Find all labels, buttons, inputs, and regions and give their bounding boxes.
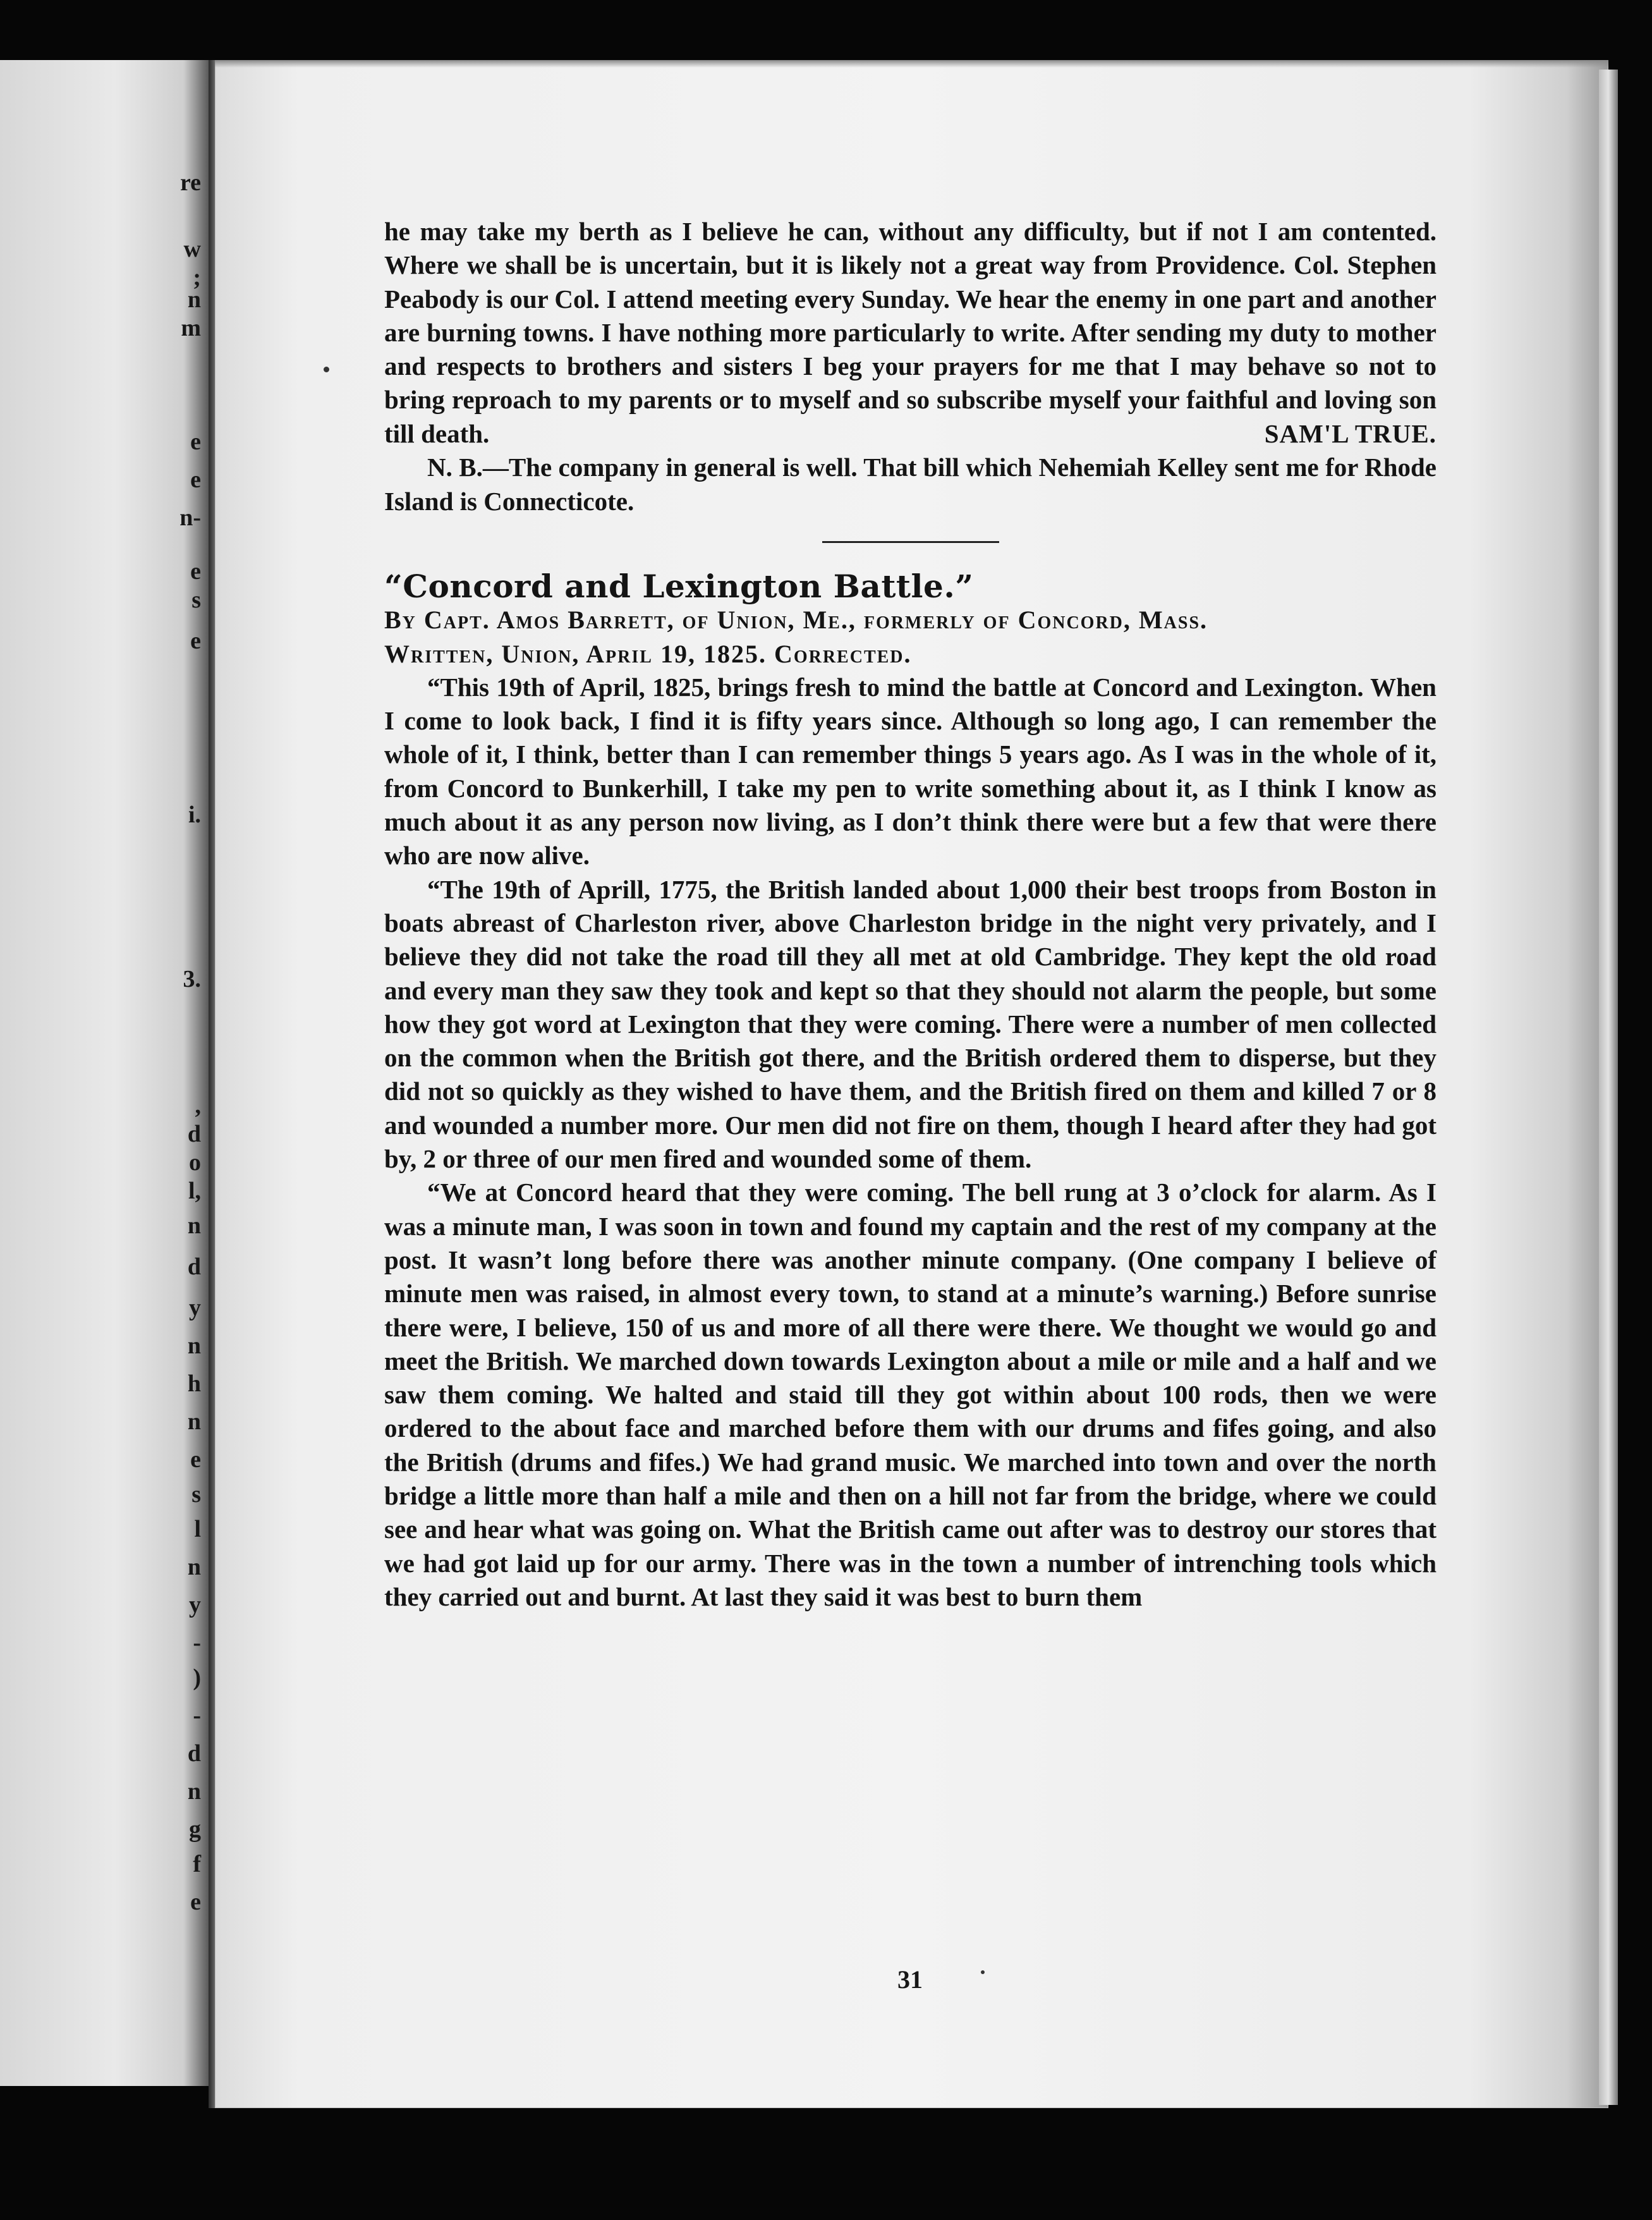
facing-page-fragment: d bbox=[187, 1121, 201, 1147]
article-paragraph: “This 19th of April, 1825, brings fresh to mind the battle at Concord and Lexington. When I come to look back, I find it is fifty years since. Although so long ago, I can remember the whole of it, I think, better than I can remember things 5 years ago. As I was in the whole of it, from Concord to Bunkerhill, I take my pen to write something about it, as I think I know as much about it as any person now living, as I don’t think there were but a few that were there who are now alive. bbox=[384, 672, 1436, 870]
facing-page-fragment: n bbox=[187, 1554, 201, 1580]
letter-signature-line bbox=[384, 417, 1436, 451]
letter-paragraph: he may take my berth as I believe he can, without any difficulty, but if not I am contented. Where we shall be is uncertain, but it is likely not a great way from Providence. Col. Stephen Peabody is our Col. I attend meeting every Sunday. We hear the enemy in one part and another are burning towns. I have nothing more particularly to write. After sending my duty to mother and respects to brothers and sisters I beg your prayers for me that I may behave so not to bring reproach to my parents or to myself and so subscribe myself your faithful and loving son till death. bbox=[384, 217, 1436, 448]
facing-page-fragment: ) bbox=[193, 1664, 201, 1691]
facing-page-fragment: m bbox=[181, 315, 201, 341]
section-divider bbox=[822, 541, 999, 543]
scan-speck bbox=[981, 1970, 985, 1974]
facing-page-fragment: e bbox=[190, 467, 201, 493]
facing-page-fragment: re bbox=[179, 169, 201, 196]
article-dateline: Written, Union, April 19, 1825. Corrected. bbox=[384, 639, 912, 668]
article-title: “Concord and Lexington Battle.” bbox=[384, 567, 974, 605]
facing-page-fragment: f bbox=[193, 1851, 201, 1877]
facing-page-fragment: n bbox=[187, 1333, 201, 1359]
page-number: 31 bbox=[897, 1965, 923, 1994]
page-top-shadow bbox=[215, 60, 1608, 68]
left-facing-page-edge bbox=[0, 60, 209, 2086]
facing-page-fragment: o bbox=[189, 1149, 201, 1176]
letter-postscript: N. B.—The company in general is well. That bill which Nehemiah Kelley sent me for Rhode Island is Connecticote. bbox=[384, 453, 1436, 516]
facing-page-fragment: e bbox=[190, 1446, 201, 1473]
facing-page-fragment: n- bbox=[179, 504, 201, 531]
facing-page-fragment: 3. bbox=[183, 966, 201, 992]
article-byline: By Capt. Amos Barrett, of Union, Me., formerly of Concord, Mass. bbox=[384, 606, 1208, 635]
facing-page-fragment: s bbox=[191, 587, 201, 613]
facing-page-fragment: h bbox=[187, 1370, 201, 1397]
facing-page-fragment: d bbox=[187, 1740, 201, 1767]
facing-page-fragment: e bbox=[190, 429, 201, 455]
facing-page-fragment: g bbox=[189, 1816, 201, 1843]
page-text-block bbox=[384, 215, 1436, 1614]
facing-page-fragment: i. bbox=[188, 802, 201, 828]
facing-page-fragment: l bbox=[194, 1516, 201, 1542]
facing-page-fragment: - bbox=[193, 1702, 201, 1729]
facing-page-fragment: y bbox=[189, 1592, 201, 1618]
facing-page-fragment: n bbox=[187, 1778, 201, 1805]
page-right-edge bbox=[1599, 70, 1618, 2105]
facing-page-fragment: s bbox=[191, 1481, 201, 1508]
article-paragraph: “The 19th of Aprill, 1775, the British landed about 1,000 their best troops from Boston in boats abreast of Charleston river, above Charleston bridge in the night very privately, and I believe they did not take the road till they all met at old Cambridge. They kept the old road and every man they saw they took and kept so that they should not alarm the people, but some how they got word at Lexington that they were coming. There were a number of men collected on the common when the British got there, and the British ordered them to disperse, but they did not so quickly as they wished to have them, and the British fired on them and killed 7 or 8 and wounded a number more. Our men did not fire on them, though I heard after they had got by, 2 or three of our men fired and wounded some of them. bbox=[384, 874, 1436, 1174]
facing-page-fragment: e bbox=[190, 628, 201, 654]
facing-page-fragment: n bbox=[187, 1212, 201, 1239]
facing-page-fragment: - bbox=[193, 1630, 201, 1656]
facing-page-fragment: e bbox=[190, 1889, 201, 1915]
facing-page-fragment: l, bbox=[188, 1178, 201, 1204]
facing-page-fragment: w bbox=[183, 236, 201, 262]
letter-signature: SAM'L TRUE. bbox=[1264, 419, 1436, 449]
article-paragraph: “We at Concord heard that they were coming. The bell rung at 3 o’clock for alarm. As I was a minute man, I was soon in town and found my captain and the rest of my company at the post. It wasn’t long before there was another minute company. (One company I believe of minute men was raised, in almost every town, to stand at a minute’s warning.) Before sunrise there were, I believe, 150 of us and more of all there were there. We thought we would go and meet the British. We marched down towards Lexington about a mile or mile and a half and we saw them coming. We halted and staid till they got within about 100 rods, then we were ordered to the about face and marched before them with our drums and fifes going, and also the British (drums and fifes.) We had grand music. We marched into town and over the north bridge a little more than half a mile and then on a hill not far from the bridge, where we could see and hear what was going on. What the British came out after was to destroy our stores that we had got laid up for our army. There was in the town a number of intrenching tools which they carried out and burnt. At last they said it was best to burn them bbox=[384, 1178, 1436, 1611]
facing-page-fragment: e bbox=[190, 558, 201, 585]
facing-page-fragment: , bbox=[195, 1092, 201, 1119]
facing-page-fragment: ; bbox=[193, 264, 201, 291]
scan-speck bbox=[324, 367, 329, 372]
facing-page-fragment: d bbox=[187, 1253, 201, 1280]
facing-page-fragment: n bbox=[187, 286, 201, 313]
facing-page-fragment: y bbox=[189, 1295, 201, 1321]
facing-page-fragment: n bbox=[187, 1408, 201, 1435]
